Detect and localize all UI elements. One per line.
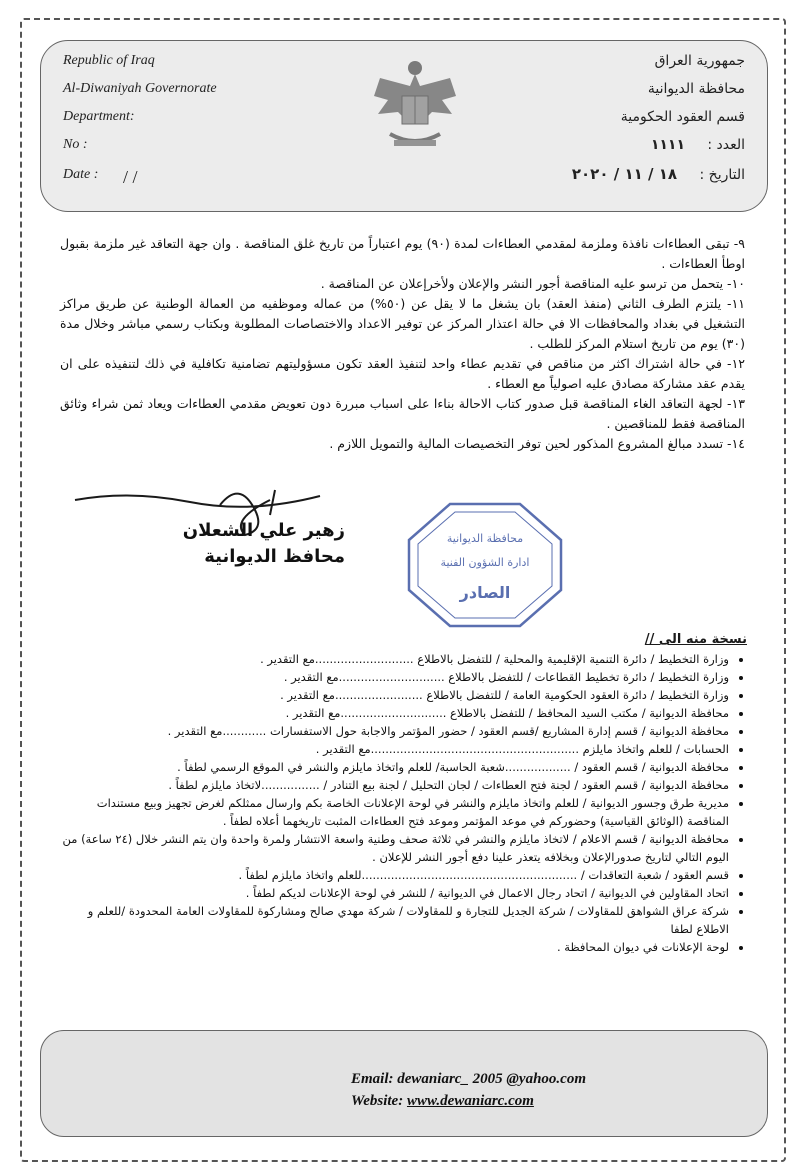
number-label-en: No : <box>63 137 88 152</box>
copies-list <box>57 650 747 956</box>
website-label: Website: <box>351 1093 404 1109</box>
governorate-en: Al-Diwaniyah Governorate <box>63 81 217 96</box>
email-address[interactable]: dewaniarc_ 2005 @yahoo.com <box>397 1071 586 1087</box>
condition-item: ١٤- تسدد مبالغ المشروع المذكور لحين توفر التخصيصات المالية والتمويل اللازم . <box>329 436 745 451</box>
copy-recipient: • محافظة الديوانية / قسم الاعلام / لاتخاذ مايلزم والنشر في ثلاثة صحف وطنية واسعة الانتشار ولمرة واحدة وان يتم النشر خلال (٢٤ ساعة) من اليوم التالي لتاريخ صدورالإعلان وبخلافه يتعذر علينا دفع أجور النشر للإعلان . <box>57 830 729 866</box>
republic-en: Republic of Iraq <box>63 53 155 68</box>
copy-recipient: • قسم العقود / شعبة التعاقدات / ...........................................................للعلم واتخاذ مايلزم لطفاً . <box>57 866 729 884</box>
date-slashes-en: / / <box>123 167 138 187</box>
website-line <box>351 1093 534 1110</box>
copy-recipient: • محافظة الديوانية / قسم العقود / ..................شعبة الحاسبة/ للعلم واتخاذ مايلزم والنشر في الموقع الرسمي لطفاً . <box>57 758 729 776</box>
copy-recipient: • وزارة التخطيط / دائرة العقود الحكومية العامة / للتفضل بالاطلاع ........................مع التقدير . <box>57 686 729 704</box>
department-ar: قسم العقود الحكومية <box>620 109 745 125</box>
signatory-name: زهير علي الشعلان <box>182 520 345 541</box>
condition-item: ١١- يلتزم الطرف الثاني (منفذ العقد) بان يشغل ما لا يقل عن (٥٠%) من عماله وموظفيه من العمالة الوطنية عن طريق مراكز التشغيل في بغداد والمحافظات الا في حالة اعتذار المركز عن توفير الاعداد والاختصاصات المطلوبة وبكتاب رسمي مباشر وخلال مدة (٣٠) يوم من تاريخ استلام المركز للطلب . <box>60 296 745 351</box>
copy-recipient: • اتحاد المقاولين في الديوانية / اتحاد رجال الاعمال في الديوانية / للنشر في لوحة الإعلانات لديكم لطفاً . <box>57 884 729 902</box>
footer-box <box>40 1030 768 1137</box>
signatory-title: محافظ الديوانية <box>204 546 345 567</box>
number-label-ar: العدد : <box>707 137 745 153</box>
date-label-ar: التاريخ : <box>699 167 745 183</box>
date-label-en: Date : <box>63 167 99 182</box>
copy-recipient: • الحسابات / للعلم واتخاذ مايلزم .........................................................مع التقدير . <box>57 740 729 758</box>
republic-ar: جمهورية العراق <box>654 53 745 69</box>
stamp-line3: الصادر <box>459 583 511 602</box>
date-value-ar: ١٨ / ١١ / ٢٠٢٠ <box>571 165 677 183</box>
copy-recipient: • وزارة التخطيط / دائرة التنمية الإقليمية والمحلية / للتفضل بالاطلاع ...........................مع التقدير . <box>57 650 729 668</box>
condition-item: ١٢- في حالة اشتراك اكثر من مناقص في تقديم عطاء واحد لتنفيذ العقد تكون مسؤوليتهم تضامنية تكافلية في ذلك لتنفيذه على ان يقدم عقد مشاركة مصادق عليه اصولياً مع العطاء . <box>60 356 745 391</box>
copy-recipient: • لوحة الإعلانات في ديوان المحافظة . <box>57 938 729 956</box>
copy-recipient: • شركة عراق الشواهق للمقاولات / شركة الجديل للتجارة و للمقاولات / شركة مهدي صالح ومشاركوة للمقاولات العامة المحدودة /للعلم و الاطلاع لطفا <box>57 902 729 938</box>
condition-item: ١٣- لجهة التعاقد الغاء المناقصة قبل صدور كتاب الاحالة بناءا على اسباب مبررة دون تعويض مقدمي العطاءات ويعاد ثمن شراء وثائق المناقصة فقط للمناقصين . <box>60 396 745 431</box>
condition-item: ٩- تبقى العطاءات نافذة وملزمة لمقدمي العطاءات لمدة (٩٠) يوم اعتباراً من تاريخ غلق المناقصة . وان جهة التعاقد غير ملزمة بقبول اوطأ العطاءات . <box>60 236 745 271</box>
department-label-en: Department: <box>63 109 135 124</box>
official-stamp <box>405 500 565 630</box>
governorate-ar: محافظة الديوانية <box>647 81 745 97</box>
copy-recipient: • وزارة التخطيط / دائرة تخطيط القطاعات / للتفضل بالاطلاع .............................مع التقدير . <box>57 668 729 686</box>
email-label: Email: <box>351 1071 394 1087</box>
copy-recipient: • محافظة الديوانية / قسم العقود / لجنة فتح العطاءات / لجان التحليل / لجنة بيع التنادر / ................لاتخاذ مايلزم لطفاً . <box>57 776 729 794</box>
conditions-list <box>60 234 745 454</box>
email-line <box>351 1071 586 1088</box>
copies-title: نسخة منه الى // <box>644 632 747 647</box>
stamp-line2: ادارة الشؤون الفنية <box>440 556 530 569</box>
number-value-ar: ١١١١ <box>650 137 685 153</box>
stamp-line1: محافظة الديوانية <box>446 532 524 545</box>
copy-recipient: • محافظة الديوانية / قسم إدارة المشاريع /قسم العقود / حضور المؤتمر والاجابة حول الاستفسارات ............مع التقدير . <box>57 722 729 740</box>
website-link[interactable]: www.dewaniarc.com <box>406 1093 534 1109</box>
copy-recipient: • محافظة الديوانية / مكتب السيد المحافظ / للتفضل بالاطلاع .............................مع التقدير . <box>57 704 729 722</box>
iraq-eagle-emblem-icon <box>370 56 460 156</box>
copies-section <box>57 632 747 956</box>
condition-item: ١٠- يتحمل من ترسو عليه المناقصة أجور النشر والإعلان ولأخرإعلان عن المناقصة . <box>320 276 745 291</box>
copy-recipient: • مديرية طرق وجسور الديوانية / للعلم واتخاذ مايلزم والنشر في لوحة الإعلانات الخاصة بكم وارسال ممثلكم لغرض تجهيز وبيع مستندات المناقصة (الوثائق القياسية) وحضوركم في موعد المؤتمر وموعد فتح العطاءات المثبت تاريخهما أعلاه لطفاً . <box>57 794 729 830</box>
